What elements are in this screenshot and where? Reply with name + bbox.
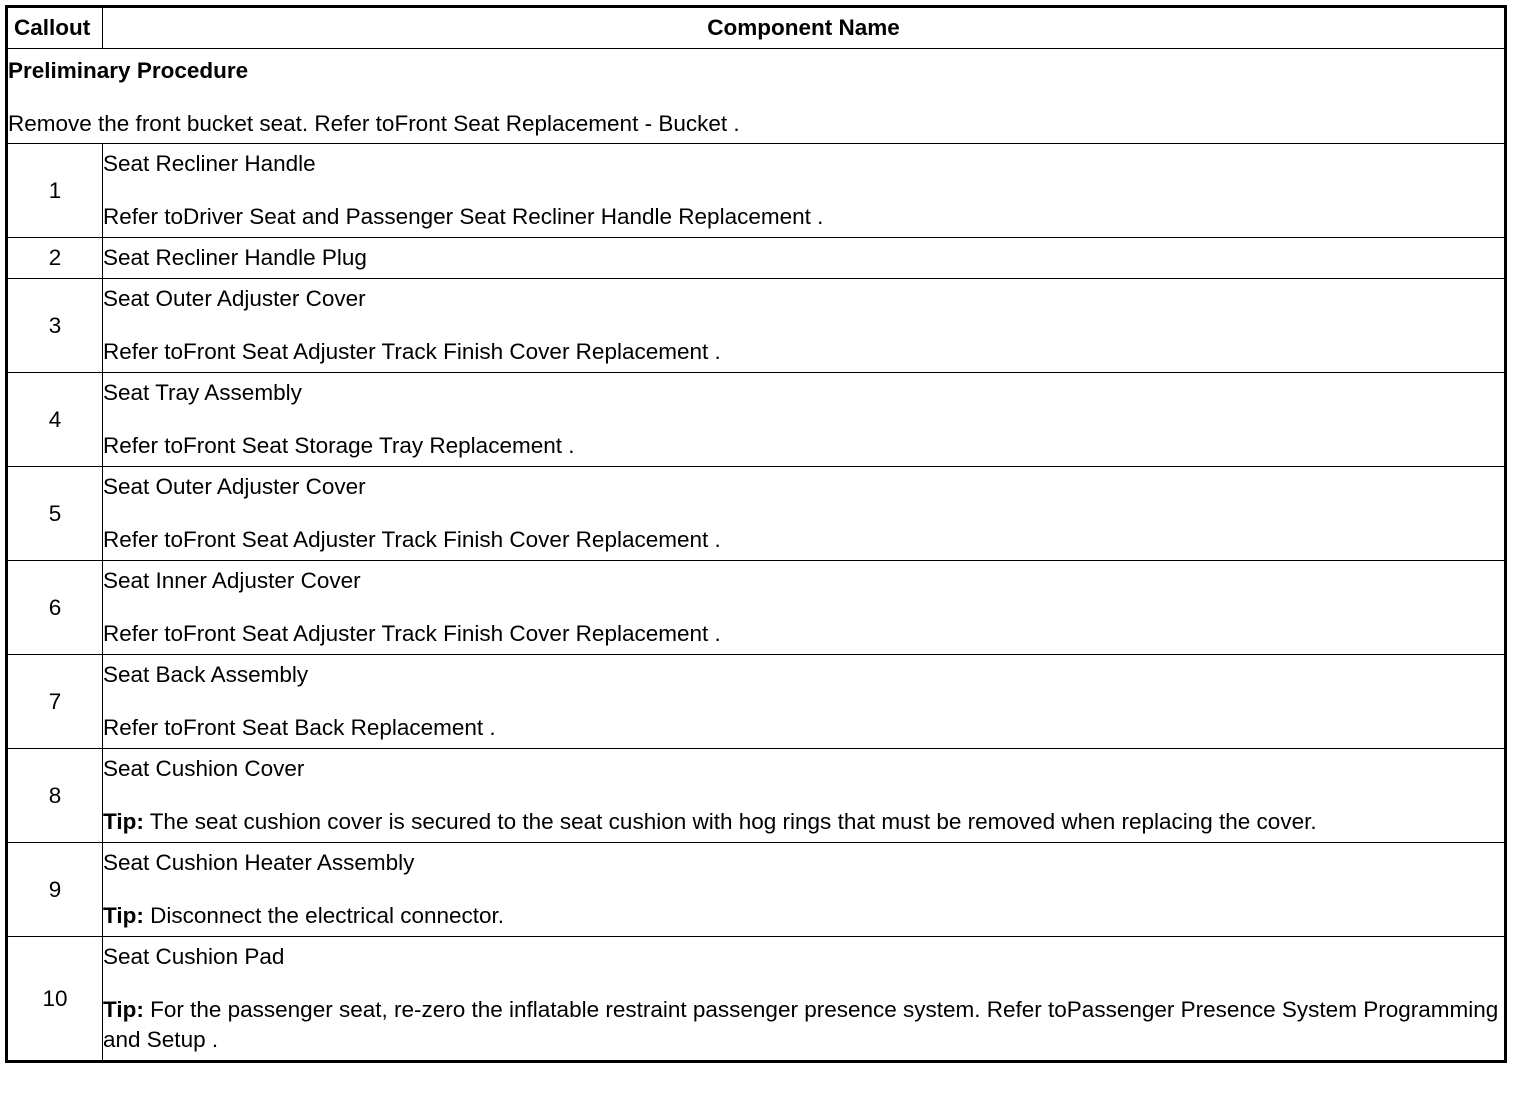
component-name: Seat Outer Adjuster Cover [103,474,366,499]
component-cell [103,561,1506,655]
tip-label: Tip: [103,997,144,1022]
table-row [7,843,1506,937]
callout-header: Callout [7,7,103,49]
component-note [103,807,1504,842]
table-row [7,373,1506,467]
note-text: Refer toFront Seat Storage Tray Replacement . [103,433,575,458]
callout-number: 8 [7,749,103,843]
component-name-header: Component Name [103,7,1506,49]
table-row [7,144,1506,238]
tip-label: Tip: [103,903,144,928]
callout-number: 5 [7,467,103,561]
note-text: Refer toDriver Seat and Passenger Seat Recliner Handle Replacement . [103,204,824,229]
callout-number: 6 [7,561,103,655]
preliminary-text: Remove the front bucket seat. Refer toFront Seat Replacement - Bucket . [8,111,740,136]
component-cell [103,373,1506,467]
component-cell [103,144,1506,238]
table-row [7,655,1506,749]
component-note [103,431,1504,466]
component-cell [103,467,1506,561]
component-note [103,202,1504,237]
note-text: Refer toFront Seat Back Replacement . [103,715,496,740]
preliminary-row [7,49,1506,144]
note-text: The seat cushion cover is secured to the seat cushion with hog rings that must be removed when replacing the cover. [149,809,1317,834]
preliminary-title: Preliminary Procedure [8,58,249,83]
callout-number: 3 [7,279,103,373]
callout-number: 7 [7,655,103,749]
component-note [103,337,1504,372]
table-row [7,279,1506,373]
component-cell [103,843,1506,937]
component-name: Seat Inner Adjuster Cover [103,568,361,593]
header-row [7,7,1506,49]
component-name: Seat Recliner Handle [103,151,316,176]
component-note [103,901,1504,936]
component-cell [103,279,1506,373]
note-text: Refer toFront Seat Adjuster Track Finish Cover Replacement . [103,527,721,552]
component-name: Seat Recliner Handle Plug [103,245,367,270]
table-row [7,561,1506,655]
callout-number: 10 [7,937,103,1062]
table-row [7,238,1506,279]
component-name: Seat Cushion Cover [103,756,305,781]
component-name: Seat Back Assembly [103,662,309,687]
note-text: Disconnect the electrical connector. [150,903,505,928]
component-cell [103,238,1506,279]
component-cell [103,655,1506,749]
table-row [7,749,1506,843]
component-name: Seat Outer Adjuster Cover [103,286,366,311]
component-name: Seat Tray Assembly [103,380,302,405]
note-text: Refer toFront Seat Adjuster Track Finish Cover Replacement . [103,339,721,364]
component-note [103,995,1504,1060]
note-text: Refer toFront Seat Adjuster Track Finish Cover Replacement . [103,621,721,646]
callout-number: 9 [7,843,103,937]
component-name: Seat Cushion Heater Assembly [103,850,415,875]
preliminary-cell [7,49,1506,144]
callout-number: 4 [7,373,103,467]
component-name: Seat Cushion Pad [103,944,285,969]
callout-number: 2 [7,238,103,279]
note-text: For the passenger seat, re-zero the inflatable restraint passenger presence system. Refer toPassenger Presence System Programming and Setup . [103,997,1499,1052]
component-note [103,525,1504,560]
component-cell [103,937,1506,1062]
table-row [7,467,1506,561]
callout-number: 1 [7,144,103,238]
component-note [103,619,1504,654]
components-table [5,5,1507,1063]
tip-label: Tip: [103,809,144,834]
table-row [7,937,1506,1062]
component-note [103,713,1504,748]
component-cell [103,749,1506,843]
